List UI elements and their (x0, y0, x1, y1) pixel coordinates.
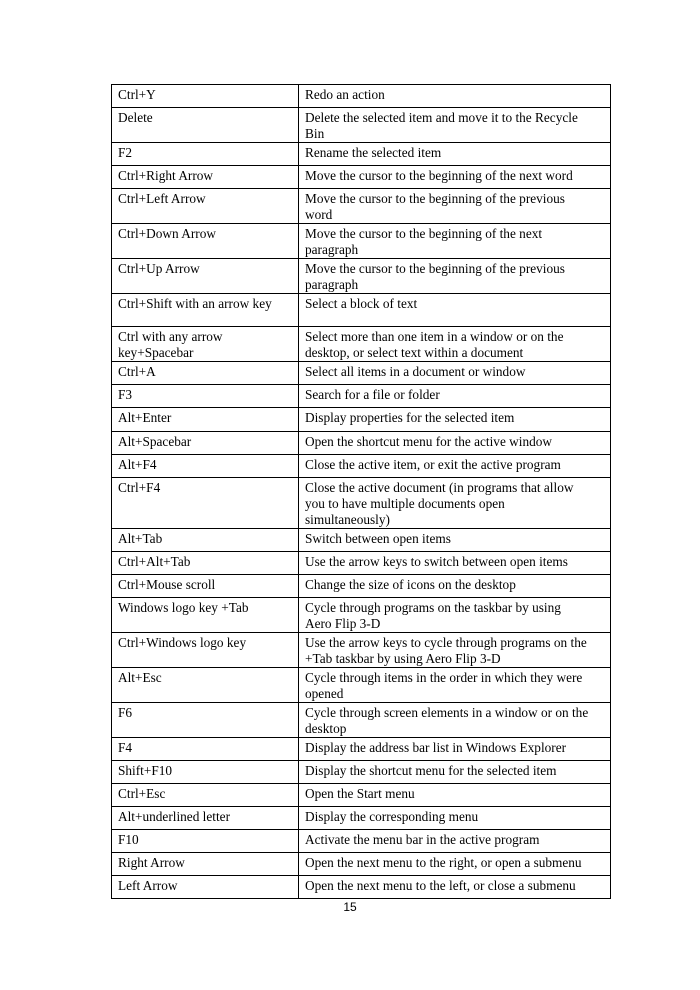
shortcut-key-cell: F2 (112, 143, 299, 166)
shortcut-key-cell: Ctrl+A (112, 362, 299, 385)
shortcut-key-cell: Ctrl+Down Arrow (112, 224, 299, 259)
table-row (112, 529, 611, 552)
table-row (112, 807, 611, 830)
shortcut-action-cell: Display properties for the selected item (299, 408, 611, 432)
shortcut-key-cell: F3 (112, 385, 299, 408)
shortcut-action-cell: Display the address bar list in Windows Explorer (299, 738, 611, 761)
shortcut-key-cell: F4 (112, 738, 299, 761)
table-row (112, 259, 611, 294)
shortcut-action-cell: Change the size of icons on the desktop (299, 575, 611, 598)
shortcut-key-cell: Ctrl+F4 (112, 478, 299, 529)
table-row (112, 738, 611, 761)
table-row (112, 455, 611, 478)
shortcut-action-cell: Rename the selected item (299, 143, 611, 166)
table-row (112, 761, 611, 784)
table-row (112, 385, 611, 408)
shortcut-action-cell: Delete the selected item and move it to the Recycle Bin (299, 108, 611, 143)
table-row (112, 166, 611, 189)
table-row (112, 294, 611, 327)
shortcut-key-cell: Right Arrow (112, 853, 299, 876)
table-row (112, 668, 611, 703)
shortcut-key-cell: Ctrl+Alt+Tab (112, 552, 299, 575)
table-row (112, 85, 611, 108)
shortcut-action-cell: Activate the menu bar in the active program (299, 830, 611, 853)
shortcut-action-cell: Open the next menu to the left, or close a submenu (299, 876, 611, 899)
shortcut-key-cell: Ctrl+Right Arrow (112, 166, 299, 189)
shortcut-action-cell: Open the Start menu (299, 784, 611, 807)
shortcut-action-cell: Select a block of text (299, 294, 611, 327)
shortcut-key-cell: Alt+Spacebar (112, 432, 299, 455)
shortcut-action-cell: Display the corresponding menu (299, 807, 611, 830)
shortcut-action-cell: Move the cursor to the beginning of the previous word (299, 189, 611, 224)
shortcut-key-cell: F6 (112, 703, 299, 738)
shortcut-action-cell: Cycle through screen elements in a window or on the desktop (299, 703, 611, 738)
shortcut-action-cell: Redo an action (299, 85, 611, 108)
table-row (112, 784, 611, 807)
table-row (112, 189, 611, 224)
table-row (112, 552, 611, 575)
shortcut-action-cell: Open the next menu to the right, or open a submenu (299, 853, 611, 876)
page-number: 15 (343, 900, 357, 914)
shortcut-key-cell: Ctrl+Y (112, 85, 299, 108)
shortcut-action-cell: Select more than one item in a window or on the desktop, or select text within a document (299, 327, 611, 362)
table-row (112, 633, 611, 668)
shortcut-key-cell: Windows logo key +Tab (112, 598, 299, 633)
shortcut-action-cell: Move the cursor to the beginning of the next word (299, 166, 611, 189)
shortcut-action-cell: Open the shortcut menu for the active window (299, 432, 611, 455)
shortcut-action-cell: Cycle through items in the order in which they were opened (299, 668, 611, 703)
shortcut-key-cell: Shift+F10 (112, 761, 299, 784)
shortcut-key-cell: Alt+Esc (112, 668, 299, 703)
table-row (112, 362, 611, 385)
shortcut-key-cell: Alt+F4 (112, 455, 299, 478)
shortcut-key-cell: Ctrl+Windows logo key (112, 633, 299, 668)
shortcut-action-cell: Display the shortcut menu for the selected item (299, 761, 611, 784)
shortcut-key-cell: Alt+Tab (112, 529, 299, 552)
shortcut-key-cell: Alt+Enter (112, 408, 299, 432)
table-row (112, 876, 611, 899)
shortcut-action-cell: Search for a file or folder (299, 385, 611, 408)
table-row (112, 432, 611, 455)
table-row (112, 108, 611, 143)
shortcut-table (111, 84, 611, 899)
table-row (112, 478, 611, 529)
shortcut-action-cell: Use the arrow keys to cycle through programs on the +Tab taskbar by using Aero Flip 3-D (299, 633, 611, 668)
shortcut-action-cell: Close the active item, or exit the active program (299, 455, 611, 478)
shortcut-action-cell: Move the cursor to the beginning of the previous paragraph (299, 259, 611, 294)
table-row (112, 830, 611, 853)
shortcut-action-cell: Switch between open items (299, 529, 611, 552)
shortcut-key-cell: F10 (112, 830, 299, 853)
table-row (112, 598, 611, 633)
table-row (112, 853, 611, 876)
shortcut-key-cell: Ctrl+Mouse scroll (112, 575, 299, 598)
shortcut-key-cell: Left Arrow (112, 876, 299, 899)
shortcut-action-cell: Move the cursor to the beginning of the next paragraph (299, 224, 611, 259)
shortcut-key-cell: Ctrl+Left Arrow (112, 189, 299, 224)
shortcut-key-cell: Ctrl+Shift with an arrow key (112, 294, 299, 327)
shortcut-key-cell: Ctrl+Up Arrow (112, 259, 299, 294)
shortcut-action-cell: Cycle through programs on the taskbar by using Aero Flip 3-D (299, 598, 611, 633)
shortcut-key-cell: Alt+underlined letter (112, 807, 299, 830)
shortcut-key-cell: Ctrl+Esc (112, 784, 299, 807)
shortcut-action-cell: Use the arrow keys to switch between open items (299, 552, 611, 575)
table-row (112, 327, 611, 362)
table-row (112, 224, 611, 259)
table-row (112, 575, 611, 598)
table-row (112, 703, 611, 738)
shortcut-key-cell: Ctrl with any arrow key+Spacebar (112, 327, 299, 362)
shortcut-action-cell: Close the active document (in programs that allow you to have multiple documents open simultaneously) (299, 478, 611, 529)
table-body (112, 85, 611, 899)
table-row (112, 408, 611, 432)
shortcut-key-cell: Delete (112, 108, 299, 143)
shortcut-action-cell: Select all items in a document or window (299, 362, 611, 385)
table-row (112, 143, 611, 166)
